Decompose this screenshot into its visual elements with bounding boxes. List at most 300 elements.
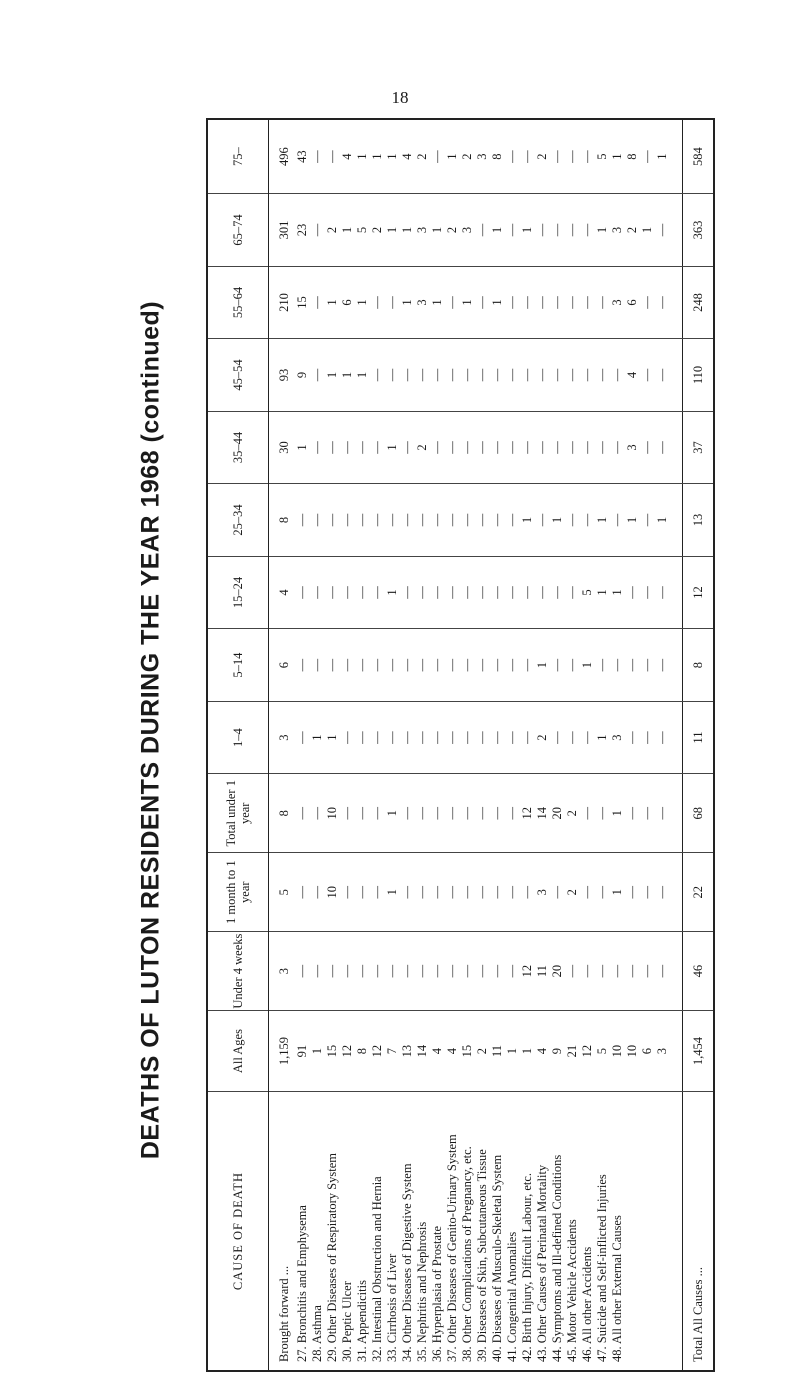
cell: — [475, 701, 490, 774]
cell: 4 [445, 1011, 460, 1092]
cell: — [640, 701, 655, 774]
cell: — [550, 194, 565, 267]
table-body [269, 119, 296, 1371]
cell: — [460, 701, 475, 774]
cell: — [595, 266, 610, 339]
cell: 5 [595, 119, 610, 194]
cause-label: 45. Motor Vehicle Accidents [565, 1219, 579, 1362]
cell: — [490, 556, 505, 629]
cell: — [295, 484, 310, 557]
cell: — [640, 629, 655, 702]
total-row [683, 119, 715, 1371]
page-number: 18 [391, 88, 409, 107]
cell: — [490, 484, 505, 557]
cell: — [385, 701, 400, 774]
cell: 1 [520, 1011, 535, 1092]
cell: — [430, 119, 445, 194]
cell: — [655, 701, 670, 774]
cell: — [445, 932, 460, 1011]
cell: — [415, 556, 430, 629]
cell: — [490, 701, 505, 774]
cell: — [430, 932, 445, 1011]
cell: 46 [683, 932, 715, 1011]
cell: — [580, 774, 595, 853]
cell: — [295, 774, 310, 853]
cell: — [625, 701, 640, 774]
cell: — [325, 411, 340, 484]
cell: 1 [595, 484, 610, 557]
cell: 4 [269, 556, 296, 629]
cell: 1 [610, 556, 625, 629]
cell: — [595, 853, 610, 932]
cell: — [370, 556, 385, 629]
cell: 496 [269, 119, 296, 194]
cell: — [565, 629, 580, 702]
cell: — [310, 556, 325, 629]
cell: 2 [565, 853, 580, 932]
cell: — [640, 411, 655, 484]
cell: 8 [683, 629, 715, 702]
cell: 20 [550, 932, 565, 1011]
cause-label [625, 1092, 640, 1371]
cell: — [535, 411, 550, 484]
cell: 1 [610, 119, 625, 194]
cell: — [460, 853, 475, 932]
cell: — [550, 411, 565, 484]
cell: — [400, 484, 415, 557]
page-title: DEATHS OF LUTON RESIDENTS DURING THE YEAR 1968 (continued) [136, 300, 165, 1160]
cell: 248 [683, 266, 715, 339]
cause-label: 31. Appendicitis [355, 1280, 369, 1362]
cell: — [475, 932, 490, 1011]
cell: 363 [683, 194, 715, 267]
cell: 584 [683, 119, 715, 194]
cell: — [385, 484, 400, 557]
cell: — [370, 484, 385, 557]
cell: 5 [580, 556, 595, 629]
cell: 43 [295, 119, 310, 194]
cell: 1 [595, 194, 610, 267]
cell: — [355, 484, 370, 557]
spacer-row [670, 119, 683, 1371]
cell: 1 [520, 194, 535, 267]
cell: 2 [325, 194, 340, 267]
cell: — [580, 411, 595, 484]
cell: 13 [400, 1011, 415, 1092]
table-row [595, 119, 610, 1371]
cell: 301 [269, 194, 296, 267]
cell: 5 [269, 853, 296, 932]
cell: — [400, 411, 415, 484]
cell: — [310, 774, 325, 853]
cell: — [520, 266, 535, 339]
cell: — [460, 556, 475, 629]
cell: — [505, 853, 520, 932]
cell: — [595, 629, 610, 702]
cell: — [415, 701, 430, 774]
cell: — [400, 853, 415, 932]
cell: — [355, 556, 370, 629]
cell: 2 [535, 701, 550, 774]
cell: — [535, 484, 550, 557]
cell: — [310, 484, 325, 557]
cell: — [430, 411, 445, 484]
deaths-table-rotated [206, 118, 705, 1372]
table-row [460, 119, 475, 1371]
cell: 9 [550, 1011, 565, 1092]
cell: — [475, 484, 490, 557]
cell: 5 [595, 1011, 610, 1092]
cell: — [490, 932, 505, 1011]
cell: — [505, 629, 520, 702]
cell: — [460, 774, 475, 853]
cell: — [355, 774, 370, 853]
cell: — [580, 701, 595, 774]
col-header-all-ages: All Ages [207, 1011, 269, 1092]
cause-label: 42. Birth Injury, Difficult Labour, etc. [520, 1172, 534, 1362]
col-header-55-64: 55–64 [207, 266, 269, 339]
deaths-table [206, 118, 715, 1372]
table-row [415, 119, 430, 1371]
cell: 10 [610, 1011, 625, 1092]
cell: 1 [400, 266, 415, 339]
cell: — [445, 774, 460, 853]
cell: 1 [625, 484, 640, 557]
cell: — [400, 556, 415, 629]
cell: — [565, 339, 580, 412]
cell: — [370, 774, 385, 853]
cell: — [445, 411, 460, 484]
cell: — [385, 629, 400, 702]
cell: — [535, 556, 550, 629]
cell: — [625, 774, 640, 853]
cell: 21 [565, 1011, 580, 1092]
cell: — [640, 484, 655, 557]
col-header-35-44: 35–44 [207, 411, 269, 484]
cell: — [475, 194, 490, 267]
table-row [445, 119, 460, 1371]
cell: 1 [655, 119, 670, 194]
cell: 91 [295, 1011, 310, 1092]
cell: — [655, 266, 670, 339]
header-row [207, 119, 269, 1371]
cell: — [640, 932, 655, 1011]
col-header-total-under-1-year: Total under 1 year [207, 774, 269, 853]
cause-label: 34. Other Diseases of Digestive System [400, 1163, 414, 1362]
cell: — [340, 556, 355, 629]
table-row [475, 119, 490, 1371]
spacer-cell [670, 932, 683, 1011]
cell: — [580, 119, 595, 194]
cell: — [580, 484, 595, 557]
cell: 1 [385, 411, 400, 484]
spacer-cell [670, 1011, 683, 1092]
cell: 10 [625, 1011, 640, 1092]
cell: — [400, 774, 415, 853]
cell: — [325, 629, 340, 702]
cell: — [565, 119, 580, 194]
cell: — [505, 119, 520, 194]
cell: 8 [490, 119, 505, 194]
cell: 2 [415, 411, 430, 484]
cell: — [520, 629, 535, 702]
cell: — [610, 339, 625, 412]
cell: 1 [610, 774, 625, 853]
cell: — [460, 339, 475, 412]
total-label: Total All Causes ... [683, 1092, 715, 1371]
cell: 1,454 [683, 1011, 715, 1092]
cell: 1,159 [269, 1011, 296, 1092]
col-header-cause: CAUSE OF DEATH [207, 1092, 269, 1371]
cell: 3 [610, 194, 625, 267]
cell: — [655, 774, 670, 853]
cell: 14 [535, 774, 550, 853]
cell: — [565, 484, 580, 557]
cell: 1 [325, 339, 340, 412]
cell: 11 [683, 701, 715, 774]
cell: — [595, 932, 610, 1011]
cell: — [295, 556, 310, 629]
cause-label: 48. All other External Causes [610, 1215, 624, 1362]
cell: — [490, 339, 505, 412]
cell: — [340, 484, 355, 557]
cell: — [505, 774, 520, 853]
table-row [490, 119, 505, 1371]
table-row [580, 119, 595, 1371]
cell: 68 [683, 774, 715, 853]
cell: 10 [325, 853, 340, 932]
cause-label: 27. Bronchitis and Emphysema [295, 1205, 309, 1362]
cell: — [355, 932, 370, 1011]
table-row [625, 119, 640, 1371]
cell: 1 [460, 266, 475, 339]
cell: 93 [269, 339, 296, 412]
cell: — [370, 339, 385, 412]
cell: 1 [340, 339, 355, 412]
cell: — [490, 853, 505, 932]
cell: 15 [295, 266, 310, 339]
cell: — [565, 266, 580, 339]
cell: 3 [610, 266, 625, 339]
cell: 1 [490, 266, 505, 339]
cause-label: 40. Diseases of Musculo-Skeletal System [490, 1154, 504, 1362]
cause-label [640, 1092, 655, 1371]
cause-label: 37. Other Diseases of Genito-Urinary System [445, 1134, 459, 1362]
cell: — [415, 484, 430, 557]
cell: 1 [355, 266, 370, 339]
table-row [565, 119, 580, 1371]
cell: 12 [520, 932, 535, 1011]
cell: — [370, 853, 385, 932]
cell: — [595, 774, 610, 853]
cell: 1 [385, 119, 400, 194]
cell: — [430, 556, 445, 629]
cell: — [490, 629, 505, 702]
cell: — [445, 266, 460, 339]
cause-label: 39. Diseases of Skin, Subcutaneous Tissue [475, 1149, 489, 1362]
cell: — [610, 932, 625, 1011]
cause-label: 35. Nephritis and Nephrosis [415, 1221, 429, 1362]
cell: — [310, 932, 325, 1011]
cell: — [505, 266, 520, 339]
cell: — [475, 411, 490, 484]
cause-label: 32. Intestinal Obstruction and Hernia [370, 1176, 384, 1362]
cause-label: 38. Other Complications of Pregnancy, etc. [460, 1146, 474, 1362]
cell: 3 [460, 194, 475, 267]
cell: — [340, 701, 355, 774]
cell: 10 [325, 774, 340, 853]
cell: 22 [683, 853, 715, 932]
col-header-65-74: 65–74 [207, 194, 269, 267]
cell: 8 [269, 484, 296, 557]
cell: — [550, 266, 565, 339]
cause-label [655, 1092, 670, 1371]
cell: — [520, 339, 535, 412]
col-header-25-34: 25–34 [207, 484, 269, 557]
cell: 1 [385, 774, 400, 853]
cell: — [655, 629, 670, 702]
cell: — [550, 556, 565, 629]
cell: 12 [580, 1011, 595, 1092]
cause-label: 47. Suicide and Self-inflicted Injuries [595, 1174, 609, 1362]
cell: — [550, 701, 565, 774]
cell: — [475, 339, 490, 412]
spacer-cell [670, 629, 683, 702]
cell: 1 [355, 119, 370, 194]
cause-label: 29. Other Diseases of Respiratory System [325, 1153, 339, 1362]
cell: 1 [655, 484, 670, 557]
cell: — [310, 119, 325, 194]
cell: 1 [325, 701, 340, 774]
cell: — [565, 556, 580, 629]
cell: — [430, 701, 445, 774]
cell: — [535, 194, 550, 267]
cell: — [550, 339, 565, 412]
cell: — [415, 932, 430, 1011]
cell: — [505, 556, 520, 629]
cell: 1 [520, 484, 535, 557]
cell: 14 [415, 1011, 430, 1092]
table-row [310, 119, 325, 1371]
cell: — [520, 411, 535, 484]
cell: — [310, 853, 325, 932]
cell: — [370, 266, 385, 339]
spacer-cell [670, 484, 683, 557]
spacer-cell [670, 339, 683, 412]
cell: — [610, 484, 625, 557]
cell: — [400, 932, 415, 1011]
cell: — [625, 556, 640, 629]
cell: — [460, 411, 475, 484]
cell: — [505, 194, 520, 267]
cell: — [340, 629, 355, 702]
cell: 1 [385, 853, 400, 932]
cell: — [445, 629, 460, 702]
spacer-cell [670, 1092, 683, 1371]
cell: — [640, 119, 655, 194]
cell: — [430, 774, 445, 853]
cell: 1 [325, 266, 340, 339]
cell: — [520, 701, 535, 774]
spacer-cell [670, 194, 683, 267]
cause-label: 33. Cirrhosis of Liver [385, 1253, 399, 1362]
cell: — [505, 932, 520, 1011]
cell: — [535, 339, 550, 412]
cell: 3 [269, 932, 296, 1011]
cell: 1 [595, 701, 610, 774]
cell: 1 [355, 339, 370, 412]
cell: — [400, 339, 415, 412]
cell: 2 [415, 119, 430, 194]
cell: — [415, 629, 430, 702]
table-row [610, 119, 625, 1371]
cell: 3 [535, 853, 550, 932]
cell: — [490, 411, 505, 484]
table-row [640, 119, 655, 1371]
cell: — [325, 932, 340, 1011]
cell: — [625, 853, 640, 932]
cell: — [445, 556, 460, 629]
cell: — [445, 853, 460, 932]
cell: — [310, 194, 325, 267]
cell: — [325, 484, 340, 557]
cell: 1 [385, 194, 400, 267]
cell: 1 [430, 266, 445, 339]
spacer-cell [670, 853, 683, 932]
cell: — [355, 629, 370, 702]
cell: — [505, 411, 520, 484]
cell: 110 [683, 339, 715, 412]
cell: 15 [325, 1011, 340, 1092]
cell: — [385, 339, 400, 412]
cause-label: 46. All other Accidents [580, 1246, 594, 1362]
spacer-cell [670, 774, 683, 853]
cell: 6 [625, 266, 640, 339]
col-header-45-54: 45–54 [207, 339, 269, 412]
cell: 6 [640, 1011, 655, 1092]
cell: 3 [655, 1011, 670, 1092]
cell: — [595, 339, 610, 412]
cell: — [535, 266, 550, 339]
cell: — [475, 266, 490, 339]
cell: — [430, 629, 445, 702]
spacer-cell [670, 701, 683, 774]
cell: — [385, 266, 400, 339]
cell: — [340, 932, 355, 1011]
cell: — [475, 556, 490, 629]
cell: — [325, 119, 340, 194]
cell: — [640, 774, 655, 853]
cell: 6 [340, 266, 355, 339]
cell: — [505, 339, 520, 412]
cell: 1 [295, 411, 310, 484]
cell: — [370, 932, 385, 1011]
cell: — [580, 853, 595, 932]
cell: 1 [445, 119, 460, 194]
cell: — [310, 629, 325, 702]
col-header-1-month-to-1-year: 1 month to 1 year [207, 853, 269, 932]
table-row [355, 119, 370, 1371]
cell: — [400, 701, 415, 774]
cell: 8 [269, 774, 296, 853]
cell: — [445, 339, 460, 412]
cell: 11 [490, 1011, 505, 1092]
cell: 1 [595, 556, 610, 629]
cell: 3 [415, 194, 430, 267]
cell: 4 [625, 339, 640, 412]
cell: — [340, 411, 355, 484]
cell: — [325, 556, 340, 629]
